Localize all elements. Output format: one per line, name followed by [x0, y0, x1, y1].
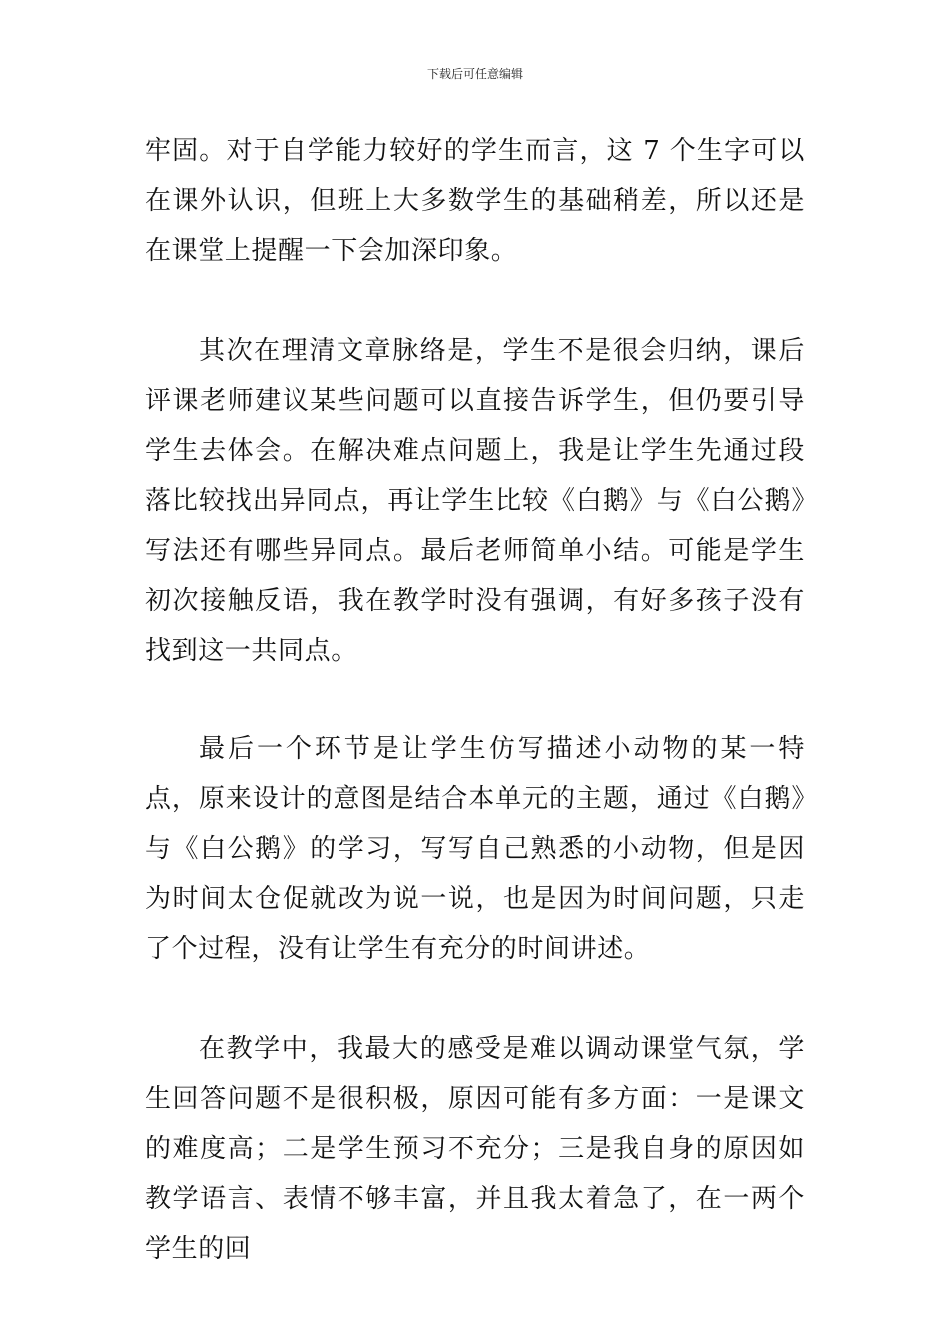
- paragraph-2: 其次在理清文章脉络是，学生不是很会归纳，课后评课老师建议某些问题可以直接告诉学生，但仍要引导学生去体会。在解决难点问题上，我是让学生先通过段落比较找出异同点，再让学生比较《白鹅》与《白公鹅》写法还有哪些异同点。最后老师简单小结。可能是学生初次接触反语，我在教学时没有强调，有好多孩子没有找到这一共同点。: [145, 336, 805, 666]
- paragraph-3: 最后一个环节是让学生仿写描述小动物的某一特点，原来设计的意图是结合本单元的主题，通过《白鹅》与《白公鹅》的学习，写写自己熟悉的小动物，但是因为时间太仓促就改为说一说，也是因为时间问题，只走了个过程，没有让学生有充分的时间讲述。: [145, 734, 805, 964]
- paragraph-4: 在教学中，我最大的感受是难以调动课堂气氛，学生回答问题不是很积极，原因可能有多方面：一是课文的难度高；二是学生预习不充分；三是我自身的原因如教学语言、表情不够丰富，并且我太着急了，在一两个学生的回: [145, 1034, 805, 1264]
- paragraph-1: 牢固。对于自学能力较好的学生而言，这 7 个生字可以在课外认识，但班上大多数学生的基础稍差，所以还是在课堂上提醒一下会加深印象。: [145, 136, 805, 266]
- page-header: 下载后可任意编辑: [426, 67, 523, 81]
